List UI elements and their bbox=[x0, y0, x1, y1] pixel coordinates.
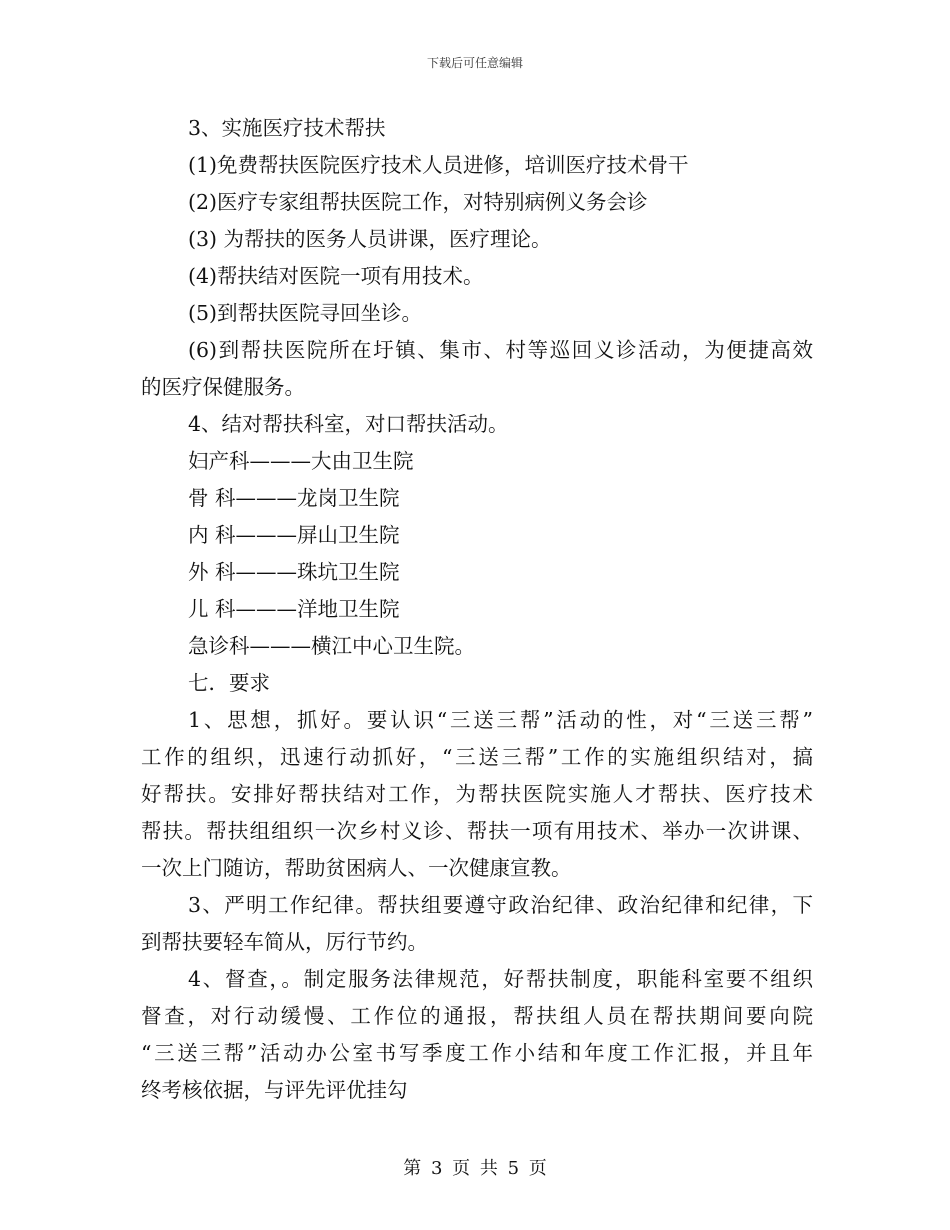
paragraph-line: 3、实施医疗技术帮扶 bbox=[188, 116, 386, 140]
paragraph-line: (5)到帮扶医院寻回坐诊。 bbox=[188, 301, 423, 325]
section-heading: 七．要求 bbox=[188, 671, 270, 695]
paragraph-line: 外 科———珠坑卫生院 bbox=[188, 560, 400, 584]
document-body bbox=[141, 110, 813, 1109]
page-footer: 第 3 页 共 5 页 bbox=[403, 1158, 547, 1179]
paragraph-line: “三送三帮”活动办公室书写季度工作小结和年度工作汇报，并且年 bbox=[141, 1041, 813, 1065]
paragraph-line: 内 科———屏山卫生院 bbox=[188, 523, 400, 547]
paragraph-line: 工作的组织，迅速行动抓好，“三送三帮”工作的实施组织结对，搞 bbox=[141, 745, 813, 769]
paragraph-line: (4)帮扶结对医院一项有用技术。 bbox=[188, 264, 484, 288]
paragraph-line: 骨 科———龙岗卫生院 bbox=[188, 486, 400, 510]
paragraph-line: (1)免费帮扶医院医疗技术人员进修，培训医疗技术骨干 bbox=[188, 153, 689, 177]
paragraph-line: 儿 科———洋地卫生院 bbox=[188, 597, 400, 621]
paragraph-line: (2)医疗专家组帮扶医院工作，对特别病例义务会诊 bbox=[188, 190, 648, 214]
paragraph-line: 终考核依据，与评先评优挂勾 bbox=[141, 1078, 408, 1102]
page-header: 下载后可任意编辑 bbox=[426, 56, 523, 70]
paragraph-line: (3) 为帮扶的医务人员讲课，医疗理论。 bbox=[188, 227, 552, 251]
paragraph-line: 4、结对帮扶科室，对口帮扶活动。 bbox=[188, 412, 509, 436]
paragraph-line: (6)到帮扶医院所在圩镇、集市、村等巡回义诊活动，为便捷高效 bbox=[188, 338, 813, 362]
paragraph-line: 帮扶。帮扶组组织一次乡村义诊、帮扶一项有用技术、举办一次讲课、 bbox=[141, 819, 813, 843]
paragraph-line: 急诊科———横江中心卫生院。 bbox=[188, 634, 475, 658]
paragraph-line: 一次上门随访，帮助贫困病人、一次健康宣教。 bbox=[141, 856, 572, 880]
paragraph-line: 到帮扶要轻车简从，厉行节约。 bbox=[141, 930, 428, 954]
paragraph-line: 妇产科———大由卫生院 bbox=[188, 449, 414, 473]
paragraph-line: 的医疗保健服务。 bbox=[141, 375, 305, 399]
paragraph-line: 好帮扶。安排好帮扶结对工作，为帮扶医院实施人才帮扶、医疗技术 bbox=[141, 782, 813, 806]
paragraph-line: 4、督查，。制定服务法律规范，好帮扶制度，职能科室要不组织 bbox=[188, 967, 813, 991]
paragraph-line: 督查，对行动缓慢、工作位的通报，帮扶组人员在帮扶期间要向院 bbox=[141, 1004, 813, 1028]
paragraph-line: 3、严明工作纪律。帮扶组要遵守政治纪律、政治纪律和纪律，下 bbox=[188, 893, 813, 917]
paragraph-line: 1、思想，抓好。要认识“三送三帮”活动的性，对“三送三帮” bbox=[188, 708, 813, 732]
